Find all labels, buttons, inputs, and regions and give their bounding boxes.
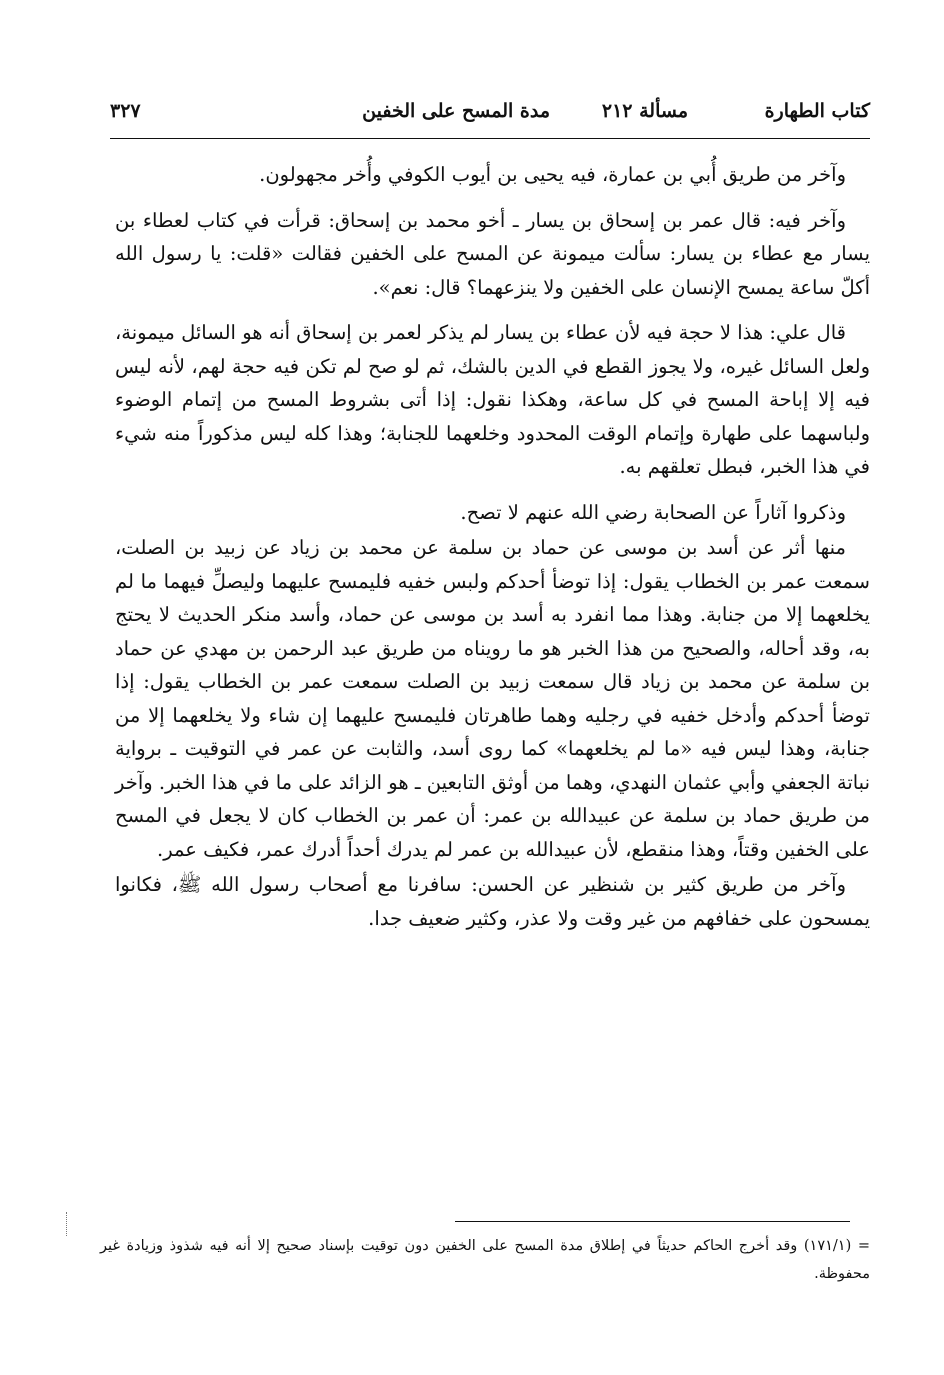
book-title: كتاب الطهارة [764,100,870,122]
footnote-text: = (١٧١/١) وقد أخرج الحاكم حديثاً في إطلاق مدة المسح على الخفين دون توقيت بإسناد صحيح إلا أنه فيه شذوذ وزيادة غير محفوظة. [100,1238,870,1282]
paragraph-5: منها أثر عن أسد بن موسى عن حماد بن سلمة عن محمد بن زياد عن زبيد بن الصلت، سمعت عمر بن الخطاب يقول: إذا توضأ أحدكم ولبس خفيه فليمسح عليهما وليصلِّ فيهما ما لم يخلعهما إلا من جنابة. وهذا مما انفرد به أسد بن موسى عن حماد، وأسد منكر الحديث لا يحتج به، وقد أحاله، والصحيح من هذا الخبر هو ما رويناه من طريق عبد الرحمن بن مهدي عن حماد بن سلمة عن محمد بن زياد قال سمعت زبيد بن الصلت سمعت عمر بن الخطاب يقول: إذا توضأ أحدكم وأدخل خفيه في رجليه وهما طاهرتان فليمسح عليهما إن شاء ولا يخلعهما إلا من جنابة، وهذا ليس فيه «ما لم يخلعهما» كما روى أسد، والثابت عن عمر في التوقيت ـ برواية نباتة الجعفي وأبي عثمان النهدي، وهما من أوثق التابعين ـ هو الزائد على ما في هذا الخبر. وآخر من طريق حماد بن سلمة عن عبيدالله بن عمر: أن عمر بن الخطاب كان لا يجعل في المسح على الخفين وقتاً، وهذا منقطع، لأن عبيدالله بن عمر لم يدرك أحداً أدرك عمر، فكيف عمر. [115,536,870,861]
running-header [110,100,870,130]
paragraph-1: وآخر من طريق أُبي بن عمارة، فيه يحيى بن أيوب الكوفي وأُخر مجهولون. [259,163,846,186]
page-number: ٣٢٧ [110,100,141,122]
header-rule [110,138,870,139]
paragraph-6: وآخر من طريق كثير بن شنظير عن الحسن: سافرنا مع أصحاب رسول الله ﷺ، فكانوا يمسحون على خفافهم من غير وقت ولا عذر، وكثير ضعيف جدا. [115,873,870,930]
footnote [100,1232,870,1288]
footnote-rule [455,1221,850,1222]
main-text [115,158,870,947]
paragraph-2: وآخر فيه: قال عمر بن إسحاق بن يسار ـ أخو محمد بن إسحاق: قرأت في كتاب لعطاء بن يسار مع عطاء بن يسار: سألت ميمونة عن المسح على الخفين فقالت «قلت: يا رسول الله أكلّ ساعة يمسح الإنسان على الخفين ولا ينزعهما؟ قال: نعم». [115,208,870,299]
margin-mark [66,1212,68,1236]
paragraph-3: قال علي: هذا لا حجة فيه لأن عطاء بن يسار لم يذكر لعمر بن إسحاق أنه هو السائل ميمونة، ولعل السائل غيره، ولا يجوز القطع في الدين بالشك، ثم لو صح لم تكن فيه حجة لهم، لأنه ليس فيه إلا إباحة المسح في كل ساعة، وهكذا نقول: إذا أتى بشروط المسح من إتمام الوضوء ولباسهما على طهارة وإتمام الوقت المحدود وخلعهما للجنابة؛ وهذا كله ليس مذكوراً منه شيء في هذا الخبر، فبطل تعلقهم به. [115,321,870,478]
chapter-topic: مدة المسح على الخفين [362,100,550,122]
issue-number: مسألة ٢١٢ [601,100,688,122]
paragraph-4: وذكروا آثاراً عن الصحابة رضي الله عنهم لا تصح. [460,500,846,524]
